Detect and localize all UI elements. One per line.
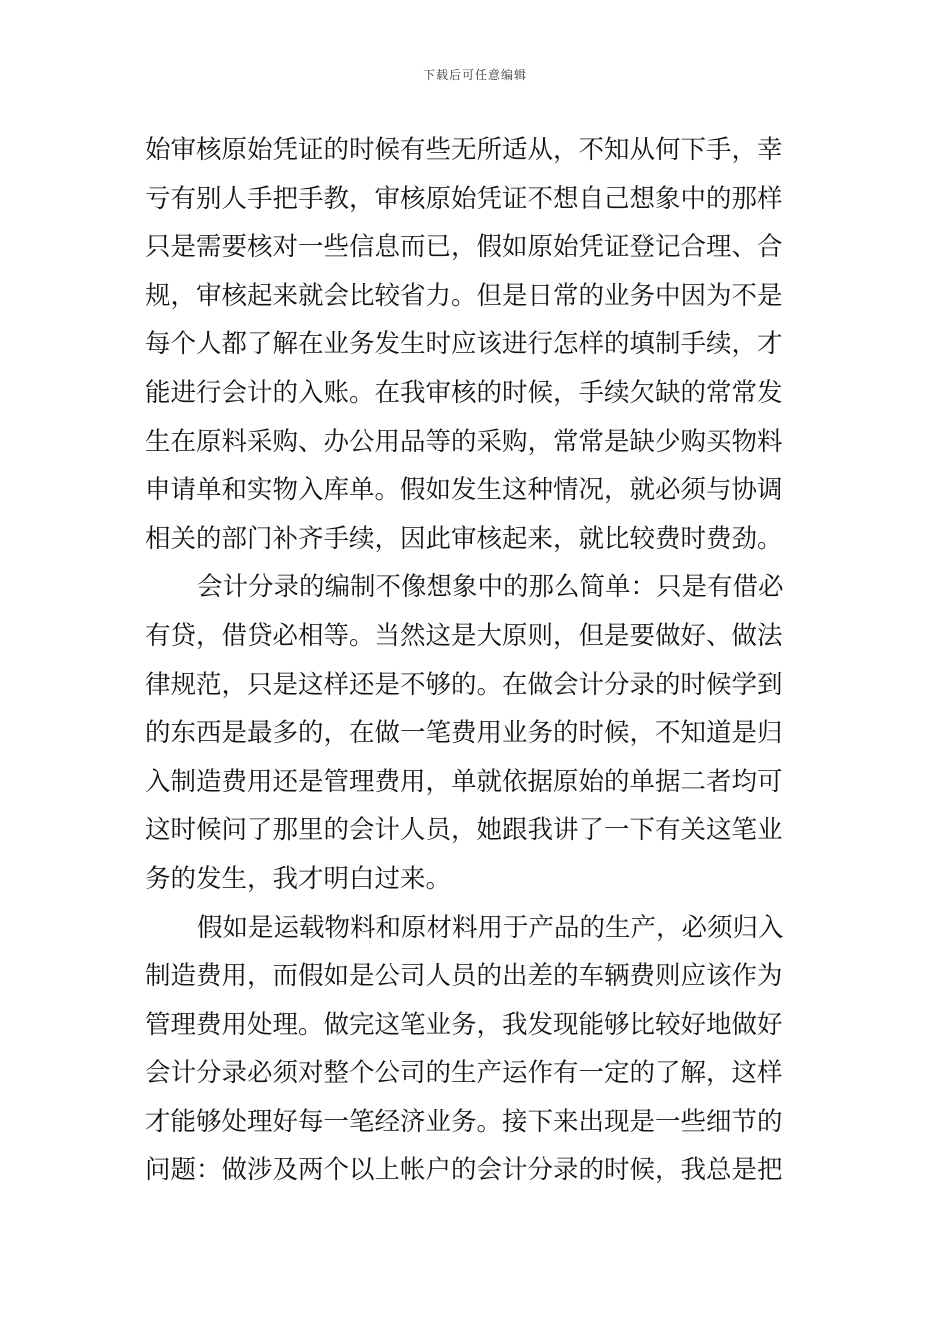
text-line: 会计分录的编制不像想象中的那么简单：只是有借必: [197, 572, 784, 603]
document-body: [145, 126, 807, 1195]
page-header: 下载后可任意编辑: [422, 68, 527, 82]
text-line: 务的发生，我才明白过来。: [145, 863, 452, 894]
text-line: 管理费用处理。做完这笔业务，我发现能够比较好地做好: [145, 1009, 783, 1040]
text-line: 假如是运载物料和原材料用于产品的生产，必须归入: [197, 912, 784, 943]
text-line: 才能够处理好每一笔经济业务。接下来出现是一些细节的: [145, 1106, 783, 1137]
text-line: 入制造费用还是管理费用，单就依据原始的单据二者均可: [145, 766, 783, 797]
text-line: 始审核原始凭证的时候有些无所适从，不知从何下手，幸: [145, 135, 783, 165]
paragraph-1: [145, 126, 807, 563]
text-line: 会计分录必须对整个公司的生产运作有一定的了解，这样: [145, 1058, 783, 1089]
text-line: 只是需要核对一些信息而已，假如原始凭证登记合理、合: [145, 232, 783, 263]
text-line: 每个人都了解在业务发生时应该进行怎样的填制手续，才: [145, 329, 783, 360]
text-line: 规，审核起来就会比较省力。但是日常的业务中因为不是: [145, 280, 783, 311]
text-line: 问题：做涉及两个以上帐户的会计分录的时候，我总是把: [145, 1155, 783, 1186]
text-line: 亏有别人手把手教，审核原始凭证不想自己想象中的那样: [145, 183, 783, 214]
paragraph-2: [145, 563, 807, 903]
text-line: 的东西是最多的，在做一笔费用业务的时候，不知道是归: [145, 718, 783, 749]
text-line: 相关的部门补齐手续，因此审核起来，就比较费时费劲。: [145, 523, 783, 554]
text-line: 生在原料采购、办公用品等的采购，常常是缺少购买物料: [145, 426, 783, 457]
text-line: 制造费用，而假如是公司人员的出差的车辆费则应该作为: [145, 961, 783, 992]
paragraph-3: [145, 904, 807, 1196]
text-line: 能进行会计的入账。在我审核的时候，手续欠缺的常常发: [145, 377, 783, 408]
text-line: 有贷，借贷必相等。当然这是大原则，但是要做好、做法: [145, 620, 783, 651]
text-line: 这时候问了那里的会计人员，她跟我讲了一下有关这笔业: [145, 815, 783, 846]
text-line: 申请单和实物入库单。假如发生这种情况，就必须与协调: [145, 475, 783, 506]
text-line: 律规范，只是这样还是不够的。在做会计分录的时候学到: [145, 669, 783, 700]
